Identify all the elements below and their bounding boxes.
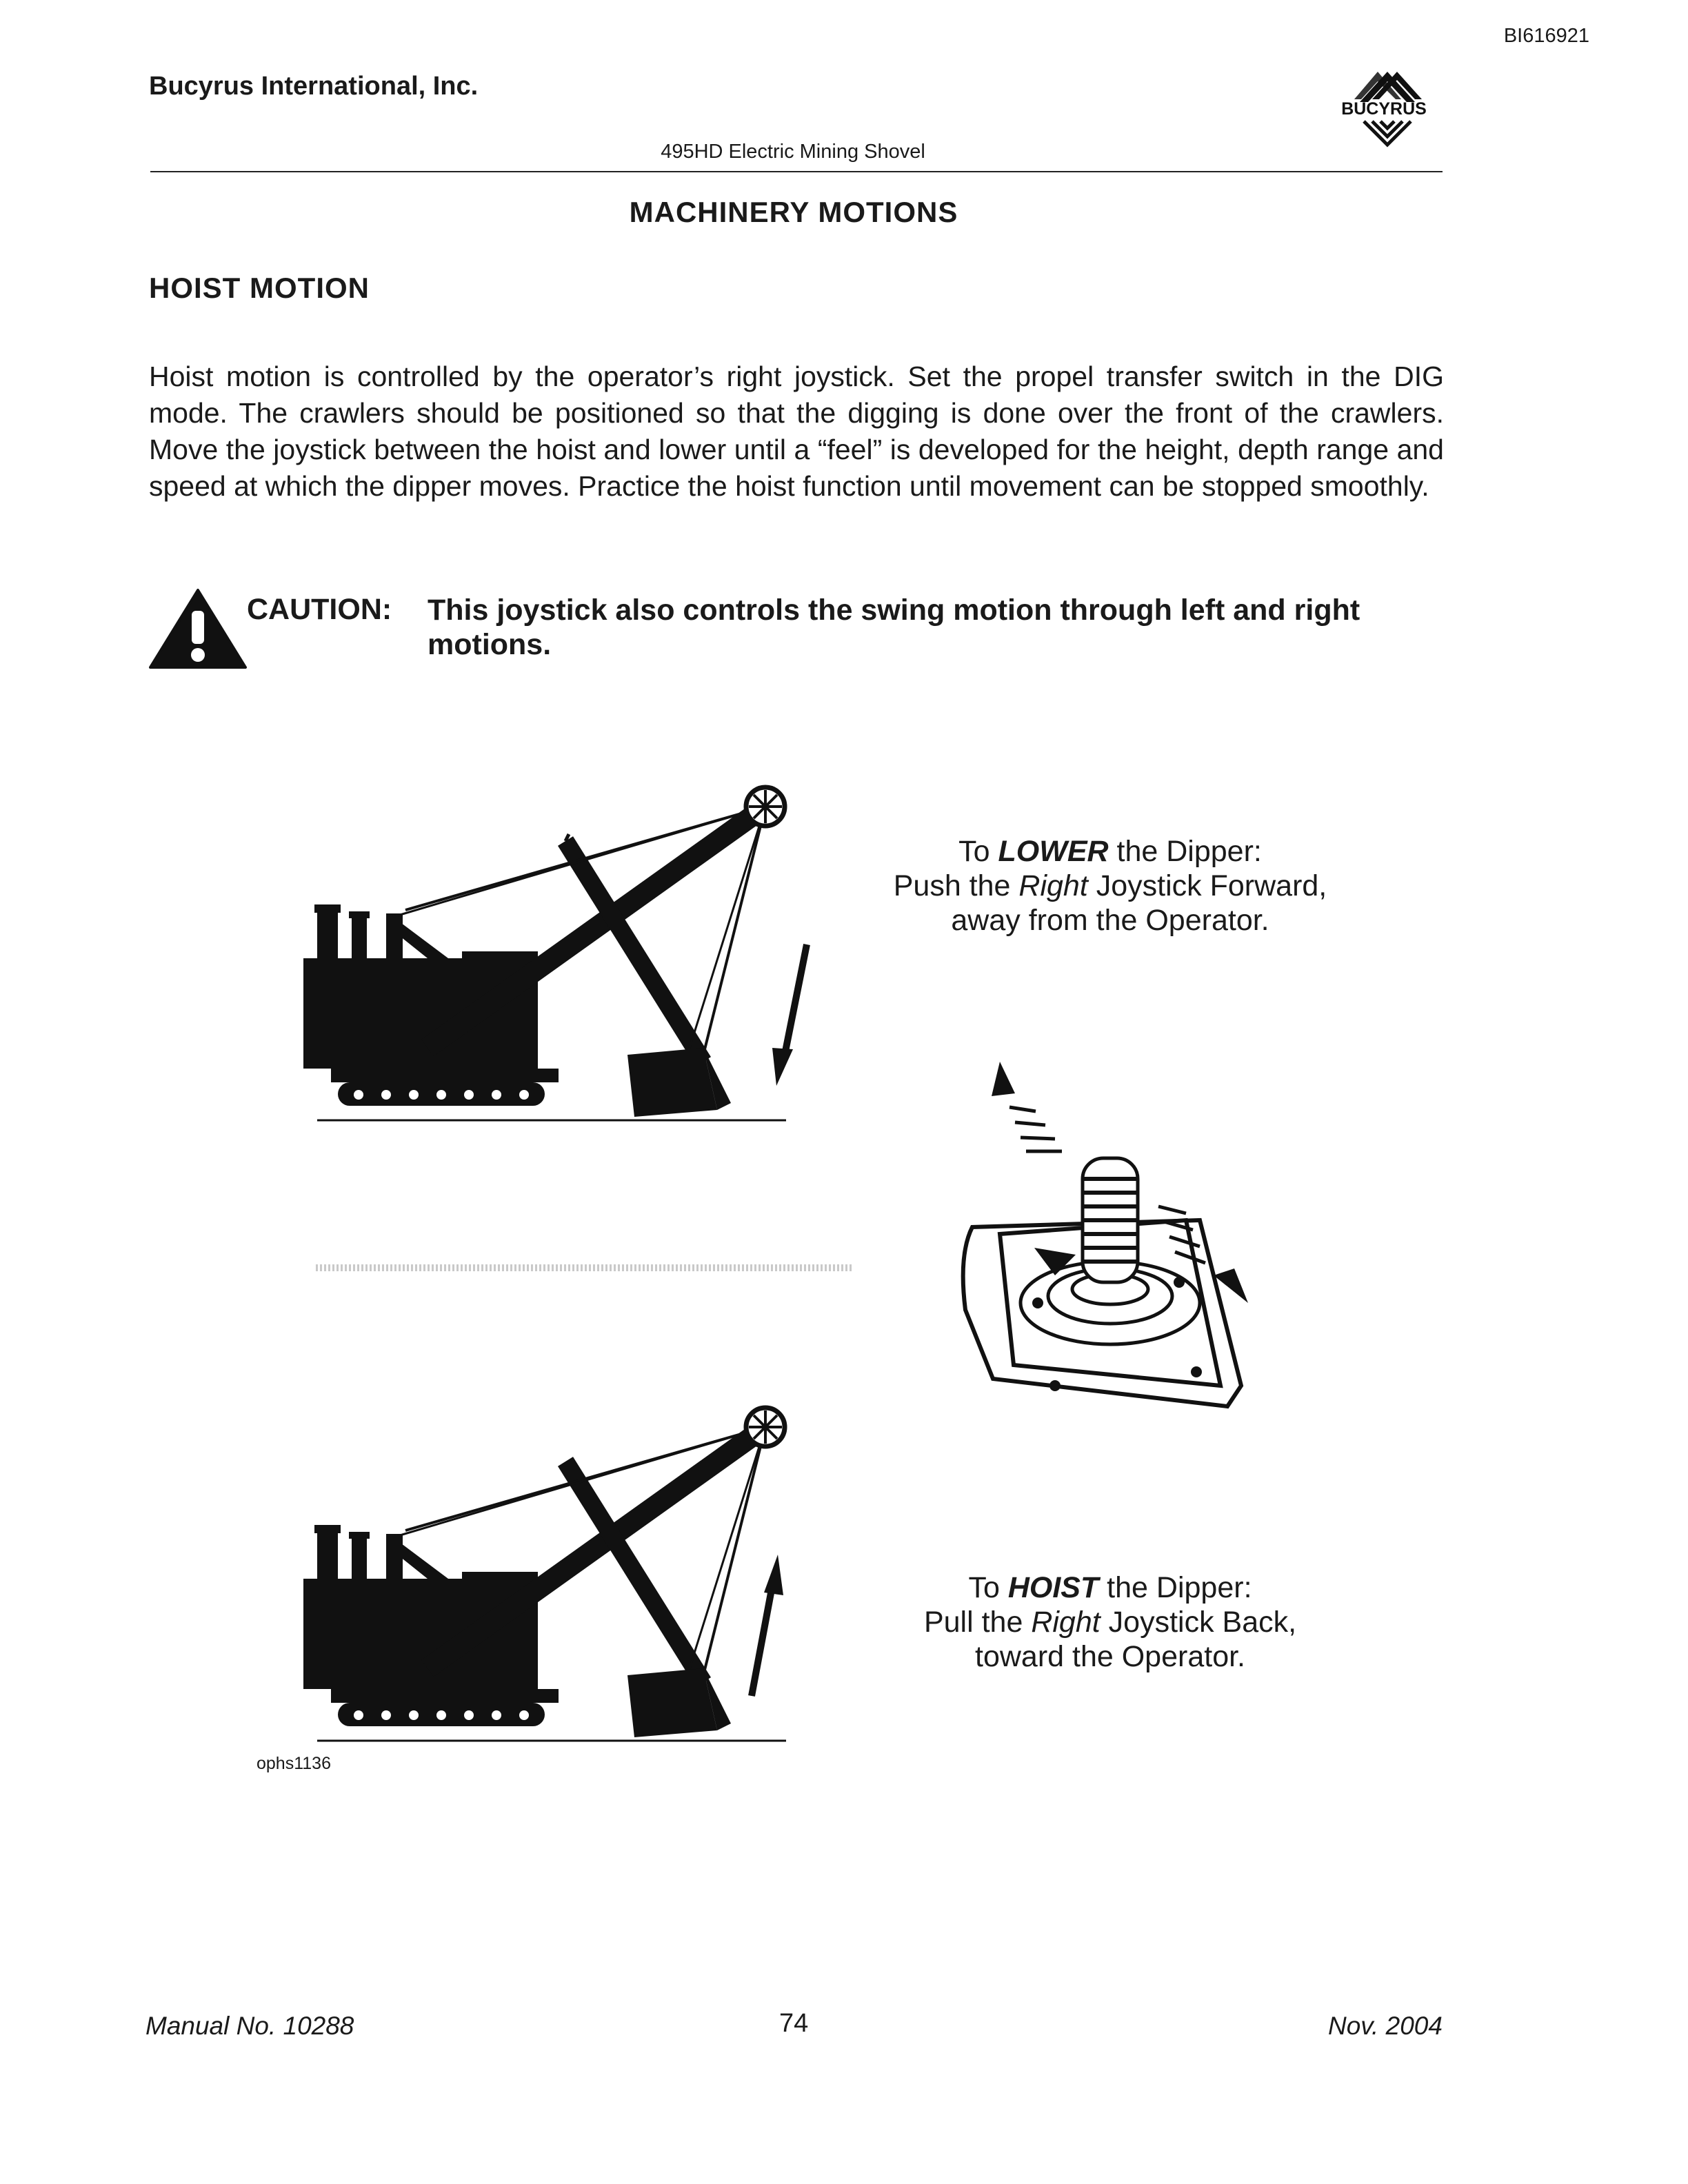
hoist-caption-line2-emphasis: Right xyxy=(1031,1606,1101,1639)
caution-text: This joystick also controls the swing motion through left and right motions. xyxy=(428,594,1360,661)
company-name: Bucyrus International, Inc. xyxy=(149,72,479,101)
header-rule xyxy=(150,171,1443,172)
lower-caption-line3: away from the Operator. xyxy=(951,904,1269,937)
hoist-caption-prefix: To xyxy=(968,1571,1008,1604)
hoist-dipper-caption xyxy=(827,1570,1393,1674)
joystick-illustration xyxy=(952,1048,1269,1420)
lower-caption-line2-suffix: Joystick Forward, xyxy=(1087,869,1327,902)
lower-caption-line2-emphasis: Right xyxy=(1018,869,1088,902)
lower-caption-suffix: the Dipper: xyxy=(1108,835,1262,868)
document-id: BI616921 xyxy=(1503,25,1589,47)
lower-caption-action: LOWER xyxy=(998,835,1109,868)
lower-dipper-caption xyxy=(827,834,1393,938)
footer-manual-number: Manual No. 10288 xyxy=(145,2012,354,2040)
hoist-caption-line2 xyxy=(827,1605,1393,1639)
lower-caption-line2-prefix: Push the xyxy=(893,869,1019,902)
shovel-lower-illustration xyxy=(290,779,814,1138)
hoist-caption-line3: toward the Operator. xyxy=(975,1640,1245,1673)
warning-triangle-icon xyxy=(148,587,248,670)
caution-label: CAUTION: xyxy=(247,593,392,626)
subsection-title: HOIST MOTION xyxy=(149,272,370,304)
shovel-hoist-illustration xyxy=(290,1399,814,1758)
lower-caption-line1 xyxy=(827,834,1393,869)
footer-page-number: 74 xyxy=(779,2009,809,2038)
hoist-caption-action: HOIST xyxy=(1007,1571,1099,1604)
logo-text: BUCYRUS xyxy=(1341,99,1427,119)
footer-date: Nov. 2004 xyxy=(1328,2012,1443,2040)
section-title: MACHINERY MOTIONS xyxy=(629,196,958,228)
figure-separator xyxy=(316,1264,854,1271)
body-paragraph: Hoist motion is controlled by the operator’s right joystick. Set the propel transfer switch in the DIG mode. The crawlers should be positioned so that the digging is done over the front of the crawlers. Move the joystick between the hoist and lower until a “feel” is developed for the height, depth range and speed at which the dipper moves. Practice the hoist function until movement can be stopped smoothly. xyxy=(149,361,1444,502)
hoist-caption-line2-prefix: Pull the xyxy=(923,1606,1032,1639)
hoist-caption-line1 xyxy=(827,1570,1393,1605)
figure-reference: ophs1136 xyxy=(257,1754,331,1773)
hoist-caption-suffix: the Dipper: xyxy=(1098,1571,1252,1604)
bucyrus-logo xyxy=(1318,66,1449,149)
hoist-caption-line2-suffix: Joystick Back, xyxy=(1100,1606,1297,1639)
lower-caption-line2 xyxy=(827,869,1393,903)
lower-caption-prefix: To xyxy=(958,835,998,868)
document-subtitle: 495HD Electric Mining Shovel xyxy=(661,141,925,163)
